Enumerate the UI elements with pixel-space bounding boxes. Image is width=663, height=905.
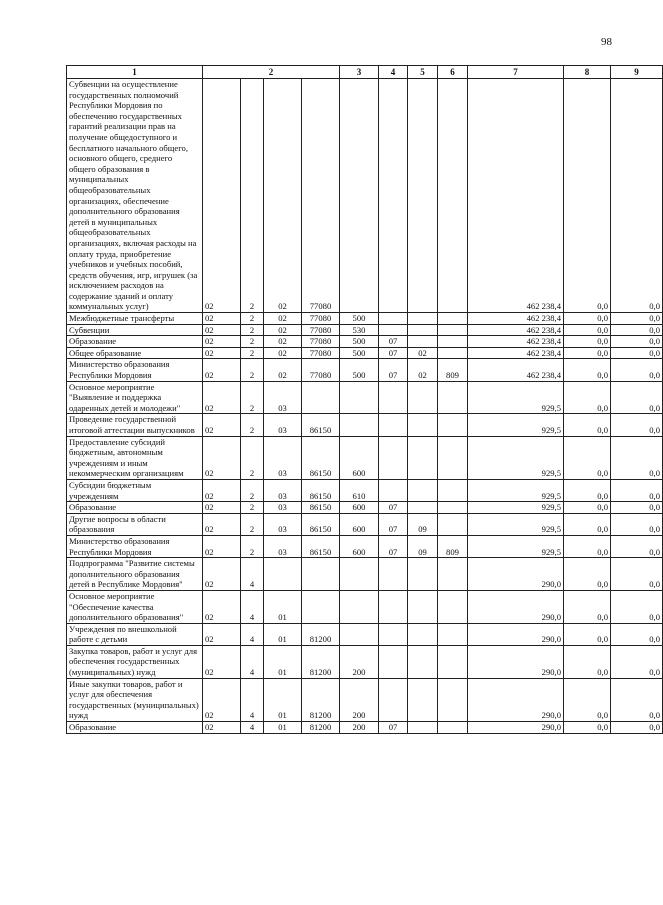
code-c: 01 xyxy=(264,590,302,623)
value-col-9: 0,0 xyxy=(611,678,663,721)
row-name: Образование xyxy=(67,502,203,514)
code-b: 2 xyxy=(241,414,264,436)
code-a: 02 xyxy=(203,678,241,721)
table-row xyxy=(67,513,663,535)
value-col-7: 929,5 xyxy=(468,436,564,479)
code-g xyxy=(408,502,438,514)
header-col-2: 2 xyxy=(203,66,340,79)
code-b: 2 xyxy=(241,313,264,325)
code-c: 03 xyxy=(264,535,302,557)
code-e: 530 xyxy=(340,324,379,336)
code-f xyxy=(379,414,408,436)
value-col-9: 0,0 xyxy=(611,359,663,381)
value-col-9: 0,0 xyxy=(611,502,663,514)
value-col-8: 0,0 xyxy=(564,558,611,591)
value-col-9: 0,0 xyxy=(611,436,663,479)
value-col-7: 929,5 xyxy=(468,479,564,501)
code-h xyxy=(438,436,468,479)
row-name: Межбюджетные трансферты xyxy=(67,313,203,325)
code-a: 02 xyxy=(203,502,241,514)
row-name: Образование xyxy=(67,722,203,734)
value-col-9: 0,0 xyxy=(611,558,663,591)
header-col-7: 7 xyxy=(468,66,564,79)
code-b: 4 xyxy=(241,722,264,734)
code-b: 4 xyxy=(241,590,264,623)
code-c: 01 xyxy=(264,645,302,678)
code-h xyxy=(438,558,468,591)
code-f: 07 xyxy=(379,535,408,557)
table-body xyxy=(67,79,663,734)
code-e: 500 xyxy=(340,336,379,348)
value-col-9: 0,0 xyxy=(611,79,663,313)
code-c: 03 xyxy=(264,479,302,501)
code-c: 03 xyxy=(264,513,302,535)
code-h xyxy=(438,324,468,336)
table-row xyxy=(67,502,663,514)
code-c: 02 xyxy=(264,313,302,325)
code-b: 4 xyxy=(241,623,264,645)
table-row xyxy=(67,479,663,501)
header-col-1: 1 xyxy=(67,66,203,79)
code-c: 02 xyxy=(264,324,302,336)
table-row xyxy=(67,359,663,381)
code-h xyxy=(438,336,468,348)
value-col-8: 0,0 xyxy=(564,414,611,436)
code-b: 2 xyxy=(241,513,264,535)
code-h xyxy=(438,590,468,623)
value-col-9: 0,0 xyxy=(611,513,663,535)
value-col-7: 929,5 xyxy=(468,502,564,514)
code-c: 02 xyxy=(264,79,302,313)
code-g xyxy=(408,558,438,591)
row-name: Иные закупки товаров, работ и услуг для обеспечения государственных (муниципальных) нужд xyxy=(67,678,203,721)
value-col-7: 929,5 xyxy=(468,535,564,557)
code-g xyxy=(408,623,438,645)
table-row xyxy=(67,623,663,645)
value-col-9: 0,0 xyxy=(611,479,663,501)
code-a: 02 xyxy=(203,645,241,678)
row-name: Учреждения по внешкольной работе с детьми xyxy=(67,623,203,645)
code-e xyxy=(340,381,379,414)
code-d xyxy=(302,381,340,414)
row-name: Основное мероприятие "Выявление и поддержка одаренных детей и молодежи" xyxy=(67,381,203,414)
code-d: 77080 xyxy=(302,324,340,336)
code-f xyxy=(379,436,408,479)
code-e: 200 xyxy=(340,722,379,734)
row-name: Субсидии бюджетным учреждениям xyxy=(67,479,203,501)
code-h xyxy=(438,623,468,645)
value-col-8: 0,0 xyxy=(564,347,611,359)
value-col-8: 0,0 xyxy=(564,590,611,623)
value-col-7: 462 238,4 xyxy=(468,79,564,313)
code-h xyxy=(438,513,468,535)
code-g xyxy=(408,414,438,436)
code-c: 02 xyxy=(264,359,302,381)
code-h xyxy=(438,502,468,514)
value-col-8: 0,0 xyxy=(564,645,611,678)
code-f: 07 xyxy=(379,336,408,348)
code-f xyxy=(379,678,408,721)
code-a: 02 xyxy=(203,722,241,734)
code-c: 03 xyxy=(264,414,302,436)
code-d xyxy=(302,590,340,623)
table-row xyxy=(67,381,663,414)
value-col-7: 290,0 xyxy=(468,623,564,645)
row-name: Министерство образования Республики Мордовия xyxy=(67,535,203,557)
value-col-7: 290,0 xyxy=(468,645,564,678)
code-a: 02 xyxy=(203,414,241,436)
code-d: 77080 xyxy=(302,79,340,313)
value-col-9: 0,0 xyxy=(611,623,663,645)
header-col-6: 6 xyxy=(438,66,468,79)
code-f xyxy=(379,479,408,501)
row-name: Министерство образования Республики Мордовия xyxy=(67,359,203,381)
code-e: 600 xyxy=(340,436,379,479)
code-b: 2 xyxy=(241,79,264,313)
code-c xyxy=(264,558,302,591)
code-g xyxy=(408,79,438,313)
code-f xyxy=(379,324,408,336)
code-b: 2 xyxy=(241,479,264,501)
row-name: Субвенции на осуществление государственных полномочий Республики Мордовия по обеспечению государственных гарантий реализации прав на получение общедоступного и бесплатного начального общего, основного общего, среднего общего образования в муниципальных общеобразовательных организациях, обеспечение дополнительного образования детей в муниципальных общеобразовательных организациях, включая расходы на оплату труда, приобретение учебников и учебных пособий, средств обучения, игр, игрушек (за исключением расходов на содержание зданий и оплату коммунальных услуг) xyxy=(67,79,203,313)
code-e: 200 xyxy=(340,678,379,721)
table-row xyxy=(67,414,663,436)
code-b: 4 xyxy=(241,645,264,678)
value-col-8: 0,0 xyxy=(564,479,611,501)
code-g xyxy=(408,313,438,325)
code-h: 809 xyxy=(438,359,468,381)
code-e: 610 xyxy=(340,479,379,501)
code-f xyxy=(379,645,408,678)
code-c: 02 xyxy=(264,347,302,359)
value-col-9: 0,0 xyxy=(611,324,663,336)
table-row xyxy=(67,645,663,678)
code-b: 4 xyxy=(241,678,264,721)
code-d: 86150 xyxy=(302,513,340,535)
table-row xyxy=(67,590,663,623)
page-number: 98 xyxy=(601,36,612,48)
code-g: 02 xyxy=(408,359,438,381)
code-d: 86150 xyxy=(302,535,340,557)
code-d: 77080 xyxy=(302,313,340,325)
code-f xyxy=(379,381,408,414)
code-g xyxy=(408,678,438,721)
value-col-9: 0,0 xyxy=(611,590,663,623)
value-col-7: 290,0 xyxy=(468,590,564,623)
code-g xyxy=(408,479,438,501)
row-name: Подпрограмма "Развитие системы дополнительного образования детей в Республике Мордовия" xyxy=(67,558,203,591)
code-f xyxy=(379,590,408,623)
code-d: 81200 xyxy=(302,722,340,734)
code-f xyxy=(379,558,408,591)
code-c: 01 xyxy=(264,722,302,734)
code-e xyxy=(340,623,379,645)
code-a: 02 xyxy=(203,479,241,501)
code-a: 02 xyxy=(203,324,241,336)
value-col-7: 929,5 xyxy=(468,513,564,535)
code-c: 03 xyxy=(264,502,302,514)
code-f: 07 xyxy=(379,722,408,734)
code-a: 02 xyxy=(203,623,241,645)
code-g xyxy=(408,590,438,623)
code-b: 2 xyxy=(241,535,264,557)
code-h xyxy=(438,645,468,678)
row-name: Основное мероприятие "Обеспечение качества дополнительного образования" xyxy=(67,590,203,623)
row-name: Образование xyxy=(67,336,203,348)
code-c: 03 xyxy=(264,436,302,479)
value-col-7: 462 238,4 xyxy=(468,324,564,336)
code-a: 02 xyxy=(203,336,241,348)
code-b: 4 xyxy=(241,558,264,591)
code-a: 02 xyxy=(203,313,241,325)
code-a: 02 xyxy=(203,79,241,313)
header-col-4: 4 xyxy=(379,66,408,79)
value-col-9: 0,0 xyxy=(611,535,663,557)
value-col-7: 290,0 xyxy=(468,722,564,734)
value-col-8: 0,0 xyxy=(564,502,611,514)
code-g xyxy=(408,381,438,414)
code-e: 500 xyxy=(340,313,379,325)
code-d: 81200 xyxy=(302,623,340,645)
code-d: 86150 xyxy=(302,479,340,501)
code-d: 77080 xyxy=(302,347,340,359)
code-f: 07 xyxy=(379,513,408,535)
table-row xyxy=(67,678,663,721)
code-b: 2 xyxy=(241,336,264,348)
code-a: 02 xyxy=(203,436,241,479)
row-name: Субвенции xyxy=(67,324,203,336)
row-name: Общее образование xyxy=(67,347,203,359)
code-d: 86150 xyxy=(302,502,340,514)
value-col-8: 0,0 xyxy=(564,513,611,535)
code-g xyxy=(408,645,438,678)
code-c: 02 xyxy=(264,336,302,348)
code-h xyxy=(438,313,468,325)
table-row xyxy=(67,436,663,479)
code-h xyxy=(438,678,468,721)
code-d: 86150 xyxy=(302,436,340,479)
value-col-9: 0,0 xyxy=(611,414,663,436)
code-h xyxy=(438,381,468,414)
code-h: 809 xyxy=(438,535,468,557)
table-row xyxy=(67,79,663,313)
code-c: 01 xyxy=(264,623,302,645)
table-row xyxy=(67,347,663,359)
code-a: 02 xyxy=(203,558,241,591)
code-d: 77080 xyxy=(302,336,340,348)
row-name: Предоставление субсидий бюджетным, автономным учреждениям и иным некоммерческим организациям xyxy=(67,436,203,479)
code-e: 500 xyxy=(340,359,379,381)
value-col-7: 462 238,4 xyxy=(468,336,564,348)
code-g xyxy=(408,324,438,336)
value-col-8: 0,0 xyxy=(564,336,611,348)
code-c: 01 xyxy=(264,678,302,721)
budget-table xyxy=(66,65,663,734)
value-col-8: 0,0 xyxy=(564,79,611,313)
code-a: 02 xyxy=(203,347,241,359)
code-h xyxy=(438,79,468,313)
table-row xyxy=(67,336,663,348)
header-col-3: 3 xyxy=(340,66,379,79)
code-e: 600 xyxy=(340,535,379,557)
table-row xyxy=(67,722,663,734)
header-col-9: 9 xyxy=(611,66,663,79)
code-d: 81200 xyxy=(302,678,340,721)
code-g xyxy=(408,436,438,479)
value-col-8: 0,0 xyxy=(564,436,611,479)
value-col-7: 929,5 xyxy=(468,414,564,436)
code-h xyxy=(438,414,468,436)
row-name: Проведение государственной итоговой аттестации выпускников xyxy=(67,414,203,436)
code-g: 09 xyxy=(408,513,438,535)
table-row xyxy=(67,313,663,325)
code-f: 07 xyxy=(379,502,408,514)
code-e xyxy=(340,79,379,313)
code-b: 2 xyxy=(241,359,264,381)
code-d: 86150 xyxy=(302,414,340,436)
code-b: 2 xyxy=(241,436,264,479)
value-col-8: 0,0 xyxy=(564,678,611,721)
value-col-8: 0,0 xyxy=(564,324,611,336)
value-col-7: 462 238,4 xyxy=(468,313,564,325)
code-b: 2 xyxy=(241,324,264,336)
table-row xyxy=(67,535,663,557)
value-col-9: 0,0 xyxy=(611,381,663,414)
code-e: 600 xyxy=(340,513,379,535)
value-col-9: 0,0 xyxy=(611,722,663,734)
value-col-8: 0,0 xyxy=(564,623,611,645)
code-e xyxy=(340,414,379,436)
code-c: 03 xyxy=(264,381,302,414)
value-col-9: 0,0 xyxy=(611,313,663,325)
code-h xyxy=(438,347,468,359)
code-e: 200 xyxy=(340,645,379,678)
value-col-7: 929,5 xyxy=(468,381,564,414)
code-e xyxy=(340,558,379,591)
header-col-5: 5 xyxy=(408,66,438,79)
value-col-8: 0,0 xyxy=(564,535,611,557)
code-e xyxy=(340,590,379,623)
code-a: 02 xyxy=(203,513,241,535)
value-col-8: 0,0 xyxy=(564,381,611,414)
code-h xyxy=(438,479,468,501)
code-f xyxy=(379,313,408,325)
value-col-8: 0,0 xyxy=(564,359,611,381)
header-row xyxy=(67,66,663,79)
value-col-9: 0,0 xyxy=(611,645,663,678)
value-col-7: 290,0 xyxy=(468,678,564,721)
code-b: 2 xyxy=(241,381,264,414)
value-col-9: 0,0 xyxy=(611,336,663,348)
table-row xyxy=(67,558,663,591)
table-row xyxy=(67,324,663,336)
code-d xyxy=(302,558,340,591)
code-b: 2 xyxy=(241,347,264,359)
value-col-9: 0,0 xyxy=(611,347,663,359)
code-a: 02 xyxy=(203,381,241,414)
header-col-8: 8 xyxy=(564,66,611,79)
value-col-7: 462 238,4 xyxy=(468,347,564,359)
code-e: 600 xyxy=(340,502,379,514)
code-g xyxy=(408,336,438,348)
row-name: Закупка товаров, работ и услуг для обеспечения государственных (муниципальных) нужд xyxy=(67,645,203,678)
code-a: 02 xyxy=(203,359,241,381)
code-f xyxy=(379,623,408,645)
code-d: 77080 xyxy=(302,359,340,381)
value-col-8: 0,0 xyxy=(564,722,611,734)
code-f: 07 xyxy=(379,359,408,381)
code-d: 81200 xyxy=(302,645,340,678)
code-e: 500 xyxy=(340,347,379,359)
code-f xyxy=(379,79,408,313)
code-g: 02 xyxy=(408,347,438,359)
code-b: 2 xyxy=(241,502,264,514)
value-col-8: 0,0 xyxy=(564,313,611,325)
code-g: 09 xyxy=(408,535,438,557)
value-col-7: 462 238,4 xyxy=(468,359,564,381)
value-col-7: 290,0 xyxy=(468,558,564,591)
code-a: 02 xyxy=(203,535,241,557)
row-name: Другие вопросы в области образования xyxy=(67,513,203,535)
code-h xyxy=(438,722,468,734)
code-g xyxy=(408,722,438,734)
code-f: 07 xyxy=(379,347,408,359)
code-a: 02 xyxy=(203,590,241,623)
